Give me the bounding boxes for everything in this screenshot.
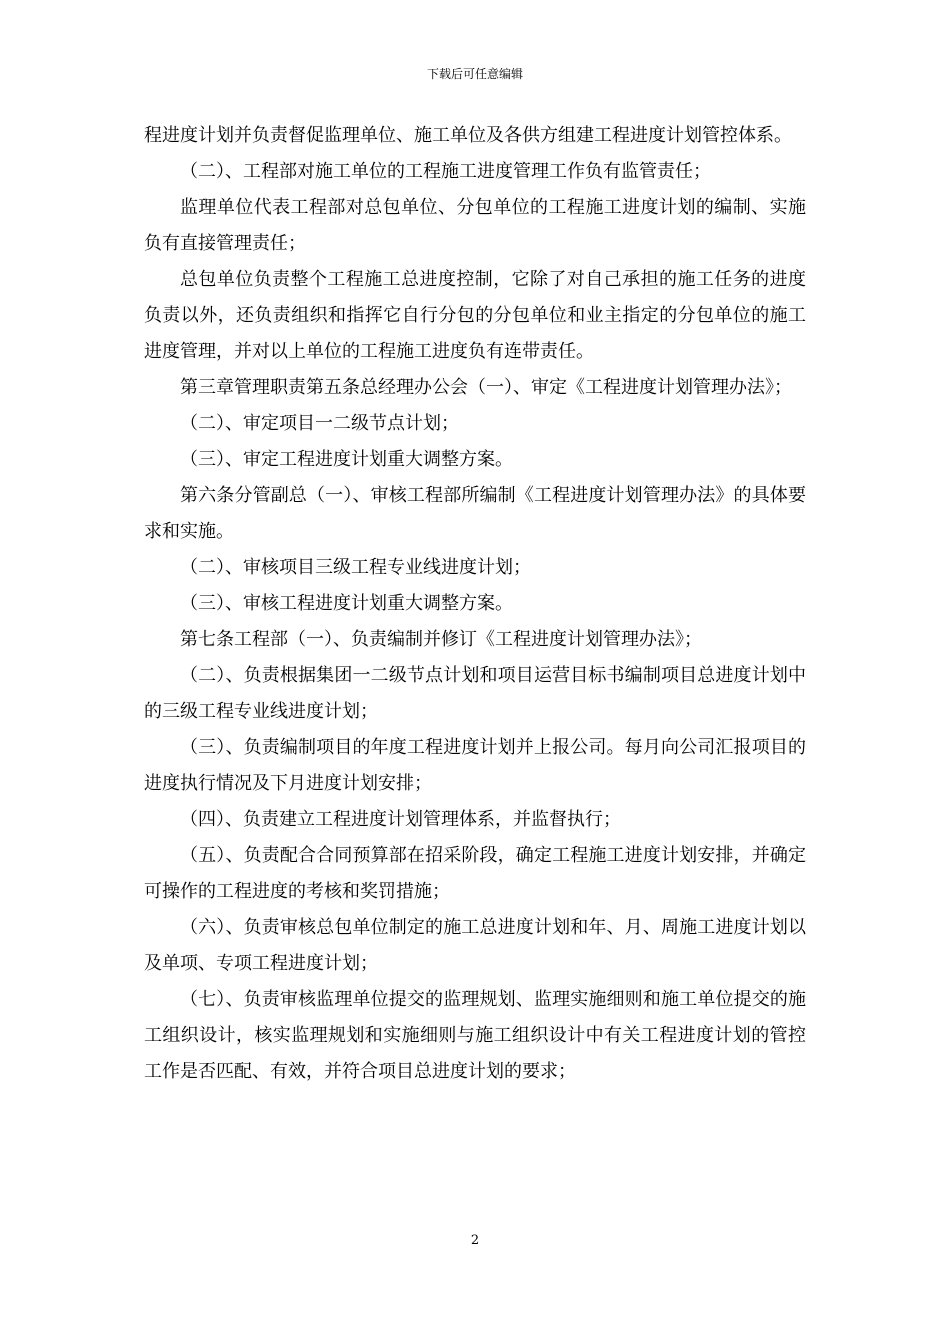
document-body: [144, 118, 806, 1090]
paragraph-15: （五）、负责配合合同预算部在招采阶段，确定工程施工进度计划安排，并确定可操作的工程进度的考核和奖罚措施；: [144, 845, 806, 902]
paragraph-6: （二）、审定项目一二级节点计划；: [180, 413, 459, 434]
paragraph-16: （六）、负责审核总包单位制定的施工总进度计划和年、月、周施工进度计划以及单项、专项工程进度计划；: [144, 917, 806, 974]
paragraph-12: （二）、负责根据集团一二级节点计划和项目运营目标书编制项目总进度计划中的三级工程专业线进度计划；: [144, 665, 806, 722]
paragraph-17: （七）、负责审核监理单位提交的监理规划、监理实施细则和施工单位提交的施工组织设计，核实监理规划和实施细则与施工组织设计中有关工程进度计划的管控工作是否匹配、有效，并符合项目总进度计划的要求；: [144, 989, 806, 1082]
paragraph-1: 程进度计划并负责督促监理单位、施工单位及各供方组建工程进度计划管控体系。: [144, 125, 792, 146]
paragraph-8: 第六条分管副总（一）、审核工程部所编制《工程进度计划管理办法》的具体要求和实施。: [144, 485, 806, 542]
paragraph-10: （三）、审核工程进度计划重大调整方案。: [180, 593, 513, 614]
page-header: 下载后可任意编辑: [426, 67, 523, 81]
paragraph-13: （三）、负责编制项目的年度工程进度计划并上报公司。每月向公司汇报项目的进度执行情况及下月进度计划安排；: [144, 737, 806, 794]
page-number: 2: [470, 1233, 480, 1248]
paragraph-4: 总包单位负责整个工程施工总进度控制，它除了对自己承担的施工任务的进度负责以外，还负责组织和指挥它自行分包的分包单位和业主指定的分包单位的施工进度管理，并对以上单位的工程施工进度负有连带责任。: [144, 269, 806, 362]
paragraph-11: 第七条工程部（一）、负责编制并修订《工程进度计划管理办法》；: [180, 629, 702, 650]
paragraph-9: （二）、审核项目三级工程专业线进度计划；: [180, 557, 531, 578]
paragraph-7: （三）、审定工程进度计划重大调整方案。: [180, 449, 513, 470]
paragraph-14: （四）、负责建立工程进度计划管理体系，并监督执行；: [180, 809, 621, 830]
paragraph-5: 第三章管理职责第五条总经理办公会（一）、审定《工程进度计划管理办法》；: [180, 377, 792, 398]
paragraph-3: 监理单位代表工程部对总包单位、分包单位的工程施工进度计划的编制、实施负有直接管理责任；: [144, 197, 806, 254]
paragraph-2: （二）、工程部对施工单位的工程施工进度管理工作负有监管责任；: [180, 161, 711, 182]
